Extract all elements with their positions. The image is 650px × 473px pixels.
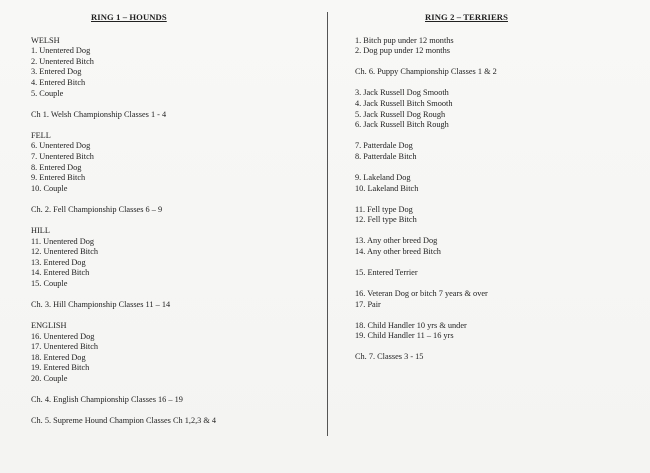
class-group bbox=[31, 300, 316, 311]
class-entry: 18. Child Handler 10 yrs & under bbox=[355, 320, 467, 330]
class-entry: 11. Fell type Dog bbox=[355, 204, 413, 214]
class-entry: 17. Pair bbox=[355, 299, 381, 309]
class-group bbox=[31, 110, 316, 121]
class-entry: 6. Jack Russell Bitch Rough bbox=[355, 120, 449, 130]
class-group bbox=[355, 352, 625, 363]
column-divider bbox=[327, 12, 328, 436]
class-entry: 13. Entered Dog bbox=[31, 257, 86, 267]
ring2-column bbox=[355, 12, 625, 374]
class-entry: 2. Unentered Bitch bbox=[31, 56, 94, 66]
class-entry: 8. Entered Dog bbox=[31, 162, 82, 172]
class-group bbox=[355, 141, 625, 162]
class-entry: 17. Unentered Bitch bbox=[31, 342, 99, 352]
ring1-column bbox=[31, 12, 316, 437]
class-entry: 4. Entered Bitch bbox=[31, 77, 86, 87]
class-entry: 16. Unentered Dog bbox=[31, 331, 95, 341]
class-entry: 15. Couple bbox=[31, 278, 68, 288]
class-entry: 19. Entered Bitch bbox=[31, 363, 90, 373]
class-entry: 5. Jack Russell Dog Rough bbox=[355, 109, 446, 119]
ring1-class-list bbox=[31, 36, 316, 427]
class-entry: HILL bbox=[31, 225, 50, 235]
class-entry: 3. Entered Dog bbox=[31, 67, 82, 77]
class-group bbox=[31, 395, 316, 406]
ring2-heading: RING 2 – TERRIERS bbox=[425, 12, 508, 22]
class-group bbox=[355, 236, 625, 257]
class-entry: Ch. 5. Supreme Hound Champion Classes Ch 1,2,3 & 4 bbox=[31, 416, 217, 426]
class-group bbox=[355, 173, 625, 194]
class-group bbox=[355, 67, 625, 78]
class-entry: ENGLISH bbox=[31, 321, 67, 331]
class-entry: 1. Bitch pup under 12 months bbox=[355, 35, 454, 45]
class-entry: 12. Fell type Bitch bbox=[355, 215, 417, 225]
class-entry: 13. Any other breed Dog bbox=[355, 236, 438, 246]
class-group bbox=[355, 205, 625, 226]
class-entry: 14. Any other breed Bitch bbox=[355, 246, 441, 256]
class-group bbox=[31, 226, 316, 290]
class-group bbox=[355, 321, 625, 342]
ring1-heading: RING 1 – HOUNDS bbox=[91, 12, 167, 22]
class-group bbox=[355, 36, 625, 57]
class-entry: 14. Entered Bitch bbox=[31, 268, 90, 278]
class-entry: Ch 1. Welsh Championship Classes 1 - 4 bbox=[31, 109, 167, 119]
class-entry: 11. Unentered Dog bbox=[31, 236, 95, 246]
class-entry: 7. Patterdale Dog bbox=[355, 141, 413, 151]
class-group bbox=[355, 268, 625, 279]
class-entry: Ch. 7. Classes 3 - 15 bbox=[355, 352, 424, 362]
class-entry: 12. Unentered Bitch bbox=[31, 247, 99, 257]
class-entry: Ch. 2. Fell Championship Classes 6 – 9 bbox=[31, 204, 163, 214]
class-entry: Ch. 6. Puppy Championship Classes 1 & 2 bbox=[355, 67, 497, 77]
class-entry: 8. Patterdale Bitch bbox=[355, 151, 417, 161]
class-entry: FELL bbox=[31, 130, 51, 140]
class-entry: 10. Couple bbox=[31, 183, 68, 193]
class-entry: WELSH bbox=[31, 35, 60, 45]
class-group bbox=[31, 416, 316, 427]
class-group bbox=[31, 321, 316, 385]
class-entry: 2. Dog pup under 12 months bbox=[355, 46, 450, 56]
class-entry: Ch. 3. Hill Championship Classes 11 – 14 bbox=[31, 299, 171, 309]
class-entry: 7. Unentered Bitch bbox=[31, 151, 94, 161]
class-group bbox=[31, 36, 316, 100]
class-group bbox=[31, 205, 316, 216]
class-entry: 9. Entered Bitch bbox=[31, 173, 86, 183]
class-group bbox=[31, 131, 316, 195]
class-entry: Ch. 4. English Championship Classes 16 – 19 bbox=[31, 395, 183, 405]
class-entry: 6. Unentered Dog bbox=[31, 141, 91, 151]
class-entry: 10. Lakeland Bitch bbox=[355, 183, 419, 193]
class-entry: 9. Lakeland Dog bbox=[355, 172, 411, 182]
class-entry: 16. Veteran Dog or bitch 7 years & over bbox=[355, 289, 488, 299]
class-entry: 18. Entered Dog bbox=[31, 352, 86, 362]
class-entry: 3. Jack Russell Dog Smooth bbox=[355, 88, 449, 98]
class-entry: 19. Child Handler 11 – 16 yrs bbox=[355, 331, 454, 341]
class-group bbox=[355, 88, 625, 130]
class-entry: 1. Unentered Dog bbox=[31, 46, 91, 56]
ring2-class-list bbox=[355, 36, 625, 363]
class-entry: 4. Jack Russell Bitch Smooth bbox=[355, 98, 453, 108]
class-group bbox=[355, 289, 625, 310]
class-entry: 20. Couple bbox=[31, 374, 68, 384]
class-entry: 15. Entered Terrier bbox=[355, 268, 418, 277]
class-entry: 5. Couple bbox=[31, 88, 64, 98]
